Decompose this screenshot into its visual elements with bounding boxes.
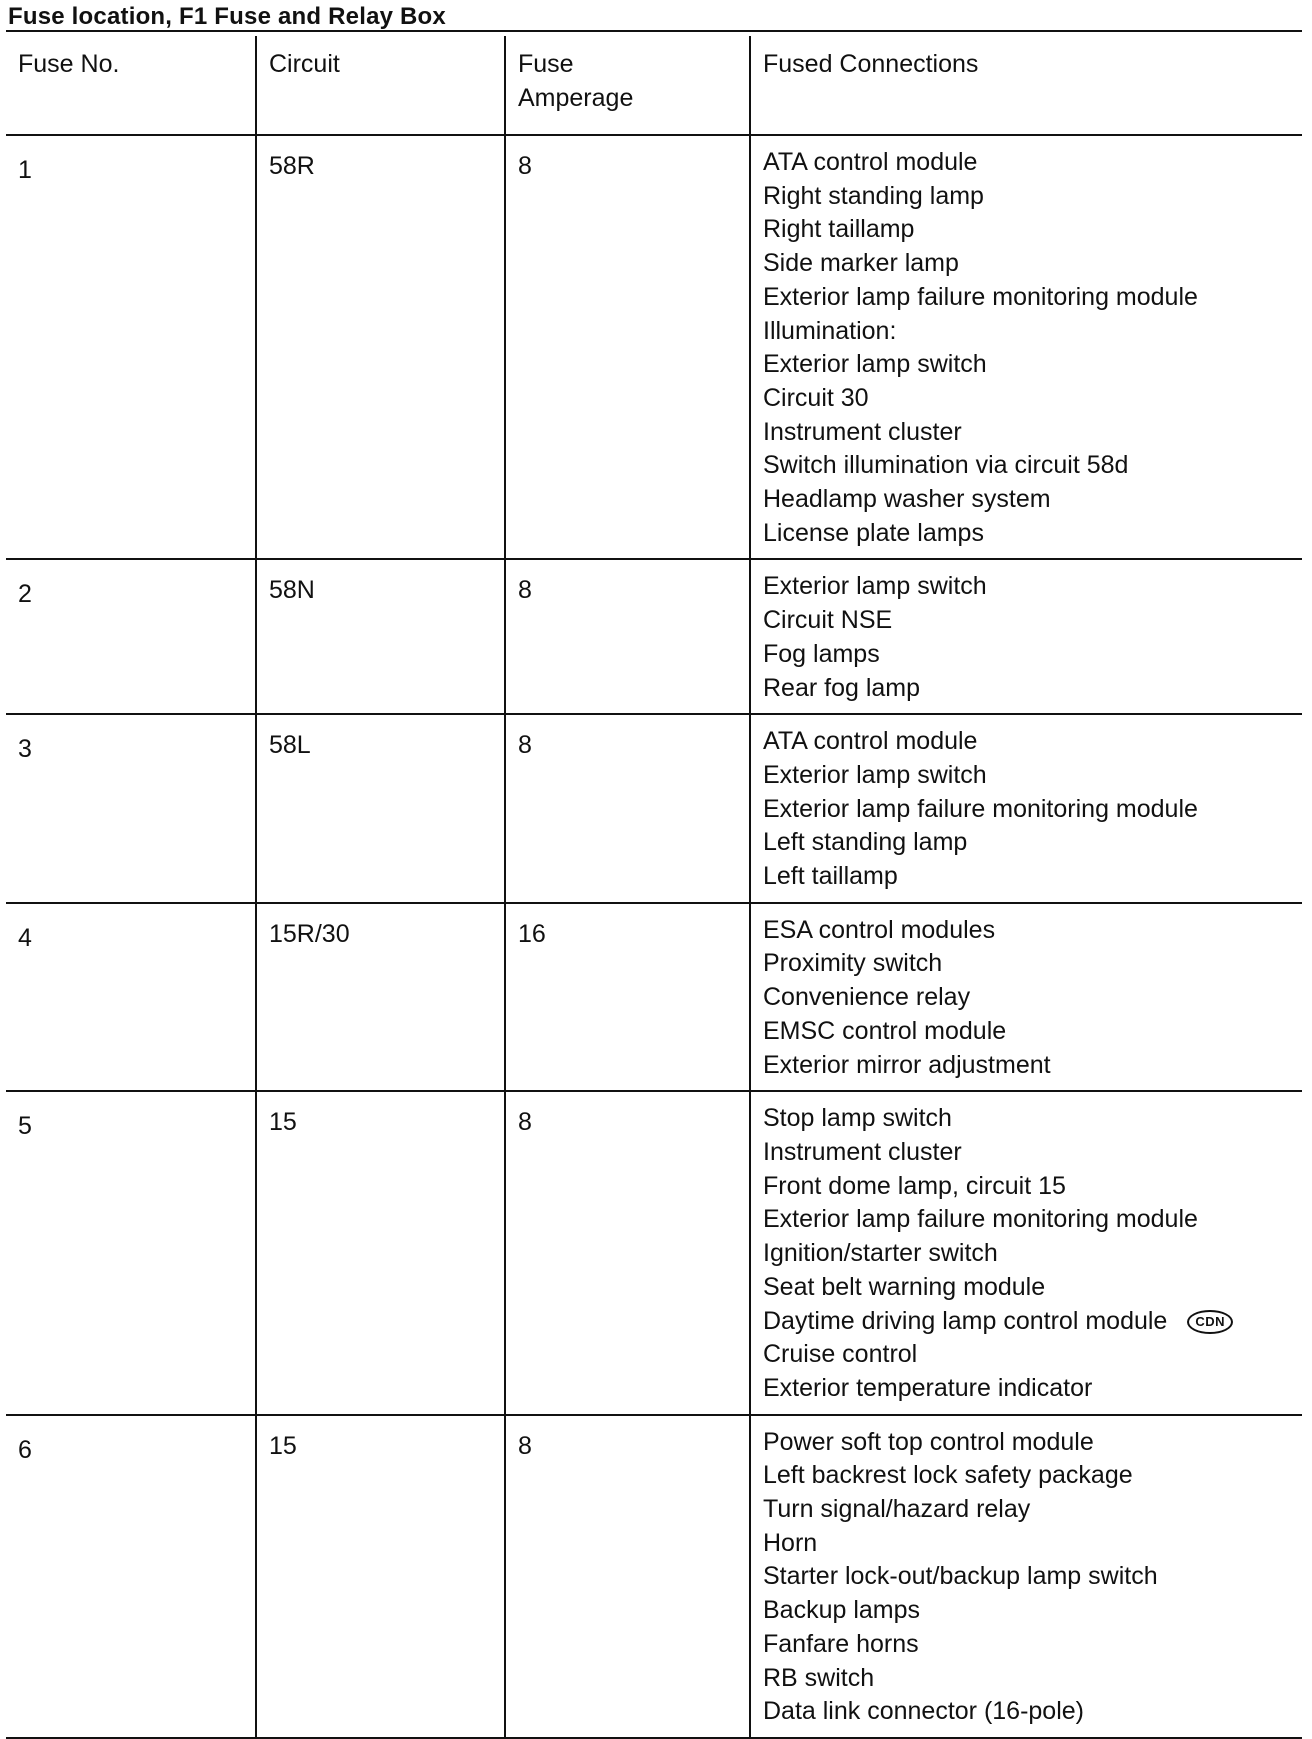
- connection-item: [763, 180, 1302, 214]
- amperage-cell: 8: [505, 1091, 750, 1414]
- connection-label: Circuit 30: [763, 383, 869, 412]
- connections-cell: [750, 559, 1302, 714]
- connection-label: ESA control modules: [763, 915, 996, 944]
- connections-list: [763, 146, 1302, 550]
- connections-list: [763, 1102, 1302, 1405]
- amperage-cell: 8: [505, 559, 750, 714]
- connections-cell: [750, 135, 1302, 559]
- connection-label: Exterior lamp failure monitoring module: [763, 282, 1198, 311]
- connections-cell: [750, 1091, 1302, 1414]
- connection-item: [763, 914, 1302, 948]
- connection-item: [763, 793, 1302, 827]
- connection-item: [763, 213, 1302, 247]
- circuit-cell: 58L: [256, 714, 505, 903]
- table-row-fuse-1: [6, 135, 1302, 559]
- circuit-cell: 15R/30: [256, 903, 505, 1092]
- connection-item: [763, 382, 1302, 416]
- connection-label: Right taillamp: [763, 215, 915, 244]
- connection-label: Daytime driving lamp control module: [763, 1306, 1168, 1335]
- connection-label: Switch illumination via circuit 58d: [763, 451, 1129, 480]
- connection-label: Left standing lamp: [763, 828, 968, 857]
- connection-label: Stop lamp switch: [763, 1104, 952, 1133]
- connection-label: Starter lock-out/backup lamp switch: [763, 1562, 1158, 1591]
- header-amperage: [505, 36, 750, 135]
- connection-label: EMSC control module: [763, 1016, 1007, 1045]
- header-row: [6, 36, 1302, 135]
- connection-item: [763, 1662, 1302, 1696]
- fuse-no-cell: 3: [6, 714, 256, 903]
- circuit-cell: 15: [256, 1091, 505, 1414]
- connections-list: [763, 1426, 1302, 1729]
- connection-label: Data link connector (16-pole): [763, 1697, 1084, 1726]
- connection-item: [763, 981, 1302, 1015]
- connection-item: [763, 1372, 1302, 1406]
- fuse-no-cell: 5: [6, 1091, 256, 1414]
- table-row-fuse-3: [6, 714, 1302, 903]
- connection-item: [763, 1459, 1302, 1493]
- title-rule: [6, 30, 1302, 32]
- connection-item: [763, 315, 1302, 349]
- amperage-cell: 8: [505, 135, 750, 559]
- connection-item: [763, 247, 1302, 281]
- connection-item: [763, 1170, 1302, 1204]
- connection-label: Instrument cluster: [763, 1137, 962, 1166]
- connection-item: [763, 1271, 1302, 1305]
- amperage-cell: 8: [505, 714, 750, 903]
- connections-list: [763, 725, 1302, 894]
- connection-label: Convenience relay: [763, 983, 971, 1012]
- connection-label: RB switch: [763, 1663, 875, 1692]
- connection-item: [763, 483, 1302, 517]
- header-connections: Fused Connections: [750, 36, 1302, 135]
- connection-label: Side marker lamp: [763, 249, 959, 278]
- amperage-cell: 16: [505, 903, 750, 1092]
- connection-label: Turn signal/hazard relay: [763, 1495, 1031, 1524]
- connection-item: [763, 1237, 1302, 1271]
- fuse-rows: [6, 135, 1302, 1738]
- header-circuit: Circuit: [256, 36, 505, 135]
- connection-item: [763, 1049, 1302, 1083]
- table-row-fuse-2: [6, 559, 1302, 714]
- fuse-no-cell: 2: [6, 559, 256, 714]
- table-row-fuse-4: [6, 903, 1302, 1092]
- connection-label: Instrument cluster: [763, 417, 962, 446]
- connection-label: Exterior temperature indicator: [763, 1373, 1093, 1402]
- connection-label: Exterior lamp switch: [763, 760, 987, 789]
- connection-item: [763, 1695, 1302, 1729]
- connection-item: [763, 416, 1302, 450]
- connection-item: [763, 1493, 1302, 1527]
- connection-label: ATA control module: [763, 148, 978, 176]
- connection-label: Left backrest lock safety package: [763, 1461, 1133, 1490]
- table-row-fuse-6: [6, 1415, 1302, 1738]
- fuse-no-cell: 1: [6, 135, 256, 559]
- connections-cell: [750, 903, 1302, 1092]
- connection-label: Left taillamp: [763, 862, 898, 891]
- connection-label: Ignition/starter switch: [763, 1239, 998, 1268]
- connection-item: [763, 1102, 1302, 1136]
- connection-label: Circuit NSE: [763, 606, 893, 635]
- connection-item: [763, 1527, 1302, 1561]
- connection-item: [763, 826, 1302, 860]
- connection-item: [763, 1426, 1302, 1460]
- connection-item: [763, 759, 1302, 793]
- connection-label: Horn: [763, 1528, 818, 1557]
- connection-label: ATA control module: [763, 727, 978, 756]
- connection-label: Backup lamps: [763, 1596, 921, 1625]
- connections-list: [763, 914, 1302, 1083]
- amperage-cell: 8: [505, 1415, 750, 1738]
- connection-label: Cruise control: [763, 1340, 918, 1369]
- connection-item: [763, 570, 1302, 604]
- connection-label: Rear fog lamp: [763, 673, 921, 702]
- connection-item: [763, 1628, 1302, 1662]
- connection-item: [763, 1338, 1302, 1372]
- connection-item: [763, 1305, 1302, 1339]
- connection-item: [763, 517, 1302, 551]
- fuse-no-cell: 6: [6, 1415, 256, 1738]
- connection-label: Fog lamps: [763, 639, 880, 668]
- connection-item: [763, 449, 1302, 483]
- connection-label: Exterior lamp failure monitoring module: [763, 1205, 1198, 1234]
- connections-list: [763, 570, 1302, 705]
- connection-item: [763, 348, 1302, 382]
- connection-label: Power soft top control module: [763, 1427, 1094, 1456]
- connection-label: Exterior lamp switch: [763, 572, 987, 601]
- connection-item: [763, 860, 1302, 894]
- connection-label: Fanfare horns: [763, 1629, 919, 1658]
- connection-label: Proximity switch: [763, 949, 943, 978]
- connection-label: Exterior lamp failure monitoring module: [763, 794, 1198, 823]
- header-amperage-line2: Amperage: [518, 83, 634, 112]
- connection-item: [763, 1136, 1302, 1170]
- connection-label: Illumination:: [763, 316, 897, 345]
- connection-item: [763, 1203, 1302, 1237]
- connection-item: [763, 1015, 1302, 1049]
- connection-label: Front dome lamp, circuit 15: [763, 1171, 1066, 1200]
- connection-item: [763, 947, 1302, 981]
- table-row-fuse-5: [6, 1091, 1302, 1414]
- connection-label: Seat belt warning module: [763, 1272, 1046, 1301]
- circuit-cell: 58R: [256, 135, 505, 559]
- connection-item: [763, 146, 1302, 180]
- connection-item: [763, 1560, 1302, 1594]
- header-fuse-no: Fuse No.: [6, 36, 256, 135]
- connection-item: [763, 281, 1302, 315]
- connection-item: [763, 604, 1302, 638]
- fuse-table: [6, 36, 1302, 1739]
- circuit-cell: 58N: [256, 559, 505, 714]
- connection-item: [763, 1594, 1302, 1628]
- cdn-badge-icon: CDN: [1187, 1310, 1233, 1334]
- connections-cell: [750, 1415, 1302, 1738]
- fuse-no-cell: 4: [6, 903, 256, 1092]
- connection-label: License plate lamps: [763, 518, 984, 547]
- page-title: Fuse location, F1 Fuse and Relay Box: [8, 3, 446, 30]
- header-amperage-line1: Fuse: [518, 50, 574, 78]
- connection-label: Headlamp washer system: [763, 485, 1051, 514]
- connection-label: Right standing lamp: [763, 181, 984, 210]
- connection-label: Exterior lamp switch: [763, 350, 987, 379]
- connection-item: [763, 638, 1302, 672]
- connections-cell: [750, 714, 1302, 903]
- connection-label: Exterior mirror adjustment: [763, 1050, 1051, 1079]
- connection-item: [763, 672, 1302, 706]
- circuit-cell: 15: [256, 1415, 505, 1738]
- connection-item: [763, 725, 1302, 759]
